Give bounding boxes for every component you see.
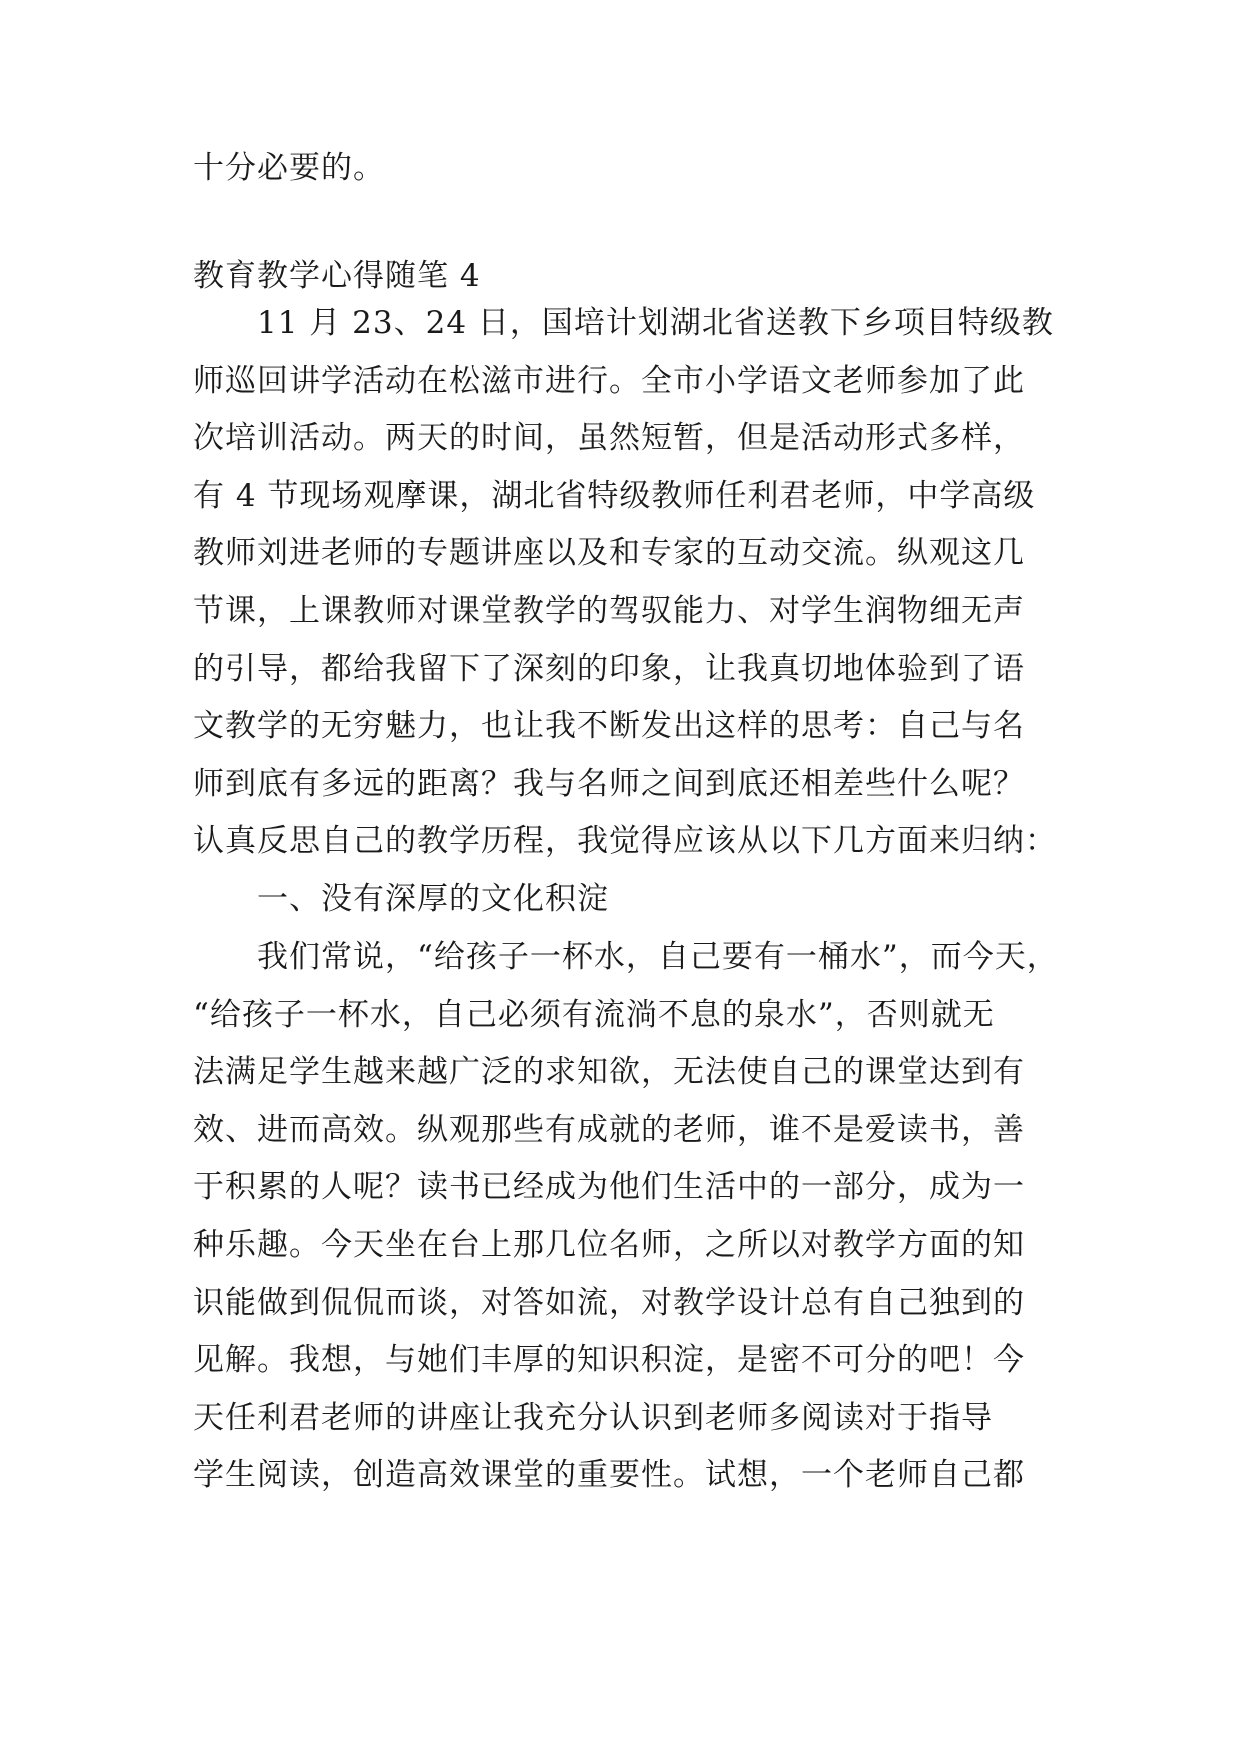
paragraph-line: 学生阅读，创造高效课堂的重要性。试想，一个老师自己都 xyxy=(193,1457,1025,1494)
paragraph-line: 次培训活动。两天的时间，虽然短暂，但是活动形式多样， xyxy=(193,420,1025,457)
paragraph-line: 种乐趣。今天坐在台上那几位名师，之所以对教学方面的知 xyxy=(193,1226,1025,1263)
paragraph-line: 节课，上课教师对课堂教学的驾驭能力、对学生润物细无声 xyxy=(193,592,1025,629)
continuation-line: 十分必要的。 xyxy=(193,150,385,186)
paragraph-line: “给孩子一杯水，自己必须有流淌不息的泉水”，否则就无 xyxy=(193,996,995,1033)
paragraph-line: 师到底有多远的距离？我与名师之间到底还相差些什么呢？ xyxy=(193,765,1025,802)
paragraph-2 xyxy=(193,929,1059,1505)
paragraph-line: 识能做到侃侃而谈，对答如流，对教学设计总有自己独到的 xyxy=(193,1284,1025,1321)
continuation-text-block xyxy=(193,140,1053,198)
paragraph-line: 见解。我想，与她们丰厚的知识积淀，是密不可分的吧！今 xyxy=(193,1342,1025,1379)
paragraph-line: 的引导，都给我留下了深刻的印象，让我真切地体验到了语 xyxy=(193,650,1025,687)
paragraph-line: 效、进而高效。纵观那些有成就的老师，谁不是爱读书，善 xyxy=(193,1111,1025,1148)
paragraph-line: 文教学的无穷魅力，也让我不断发出这样的思考：自己与名 xyxy=(193,708,1025,745)
subheading-1: 一、没有深厚的文化积淀 xyxy=(257,880,609,917)
paragraph-line: 天任利君老师的讲座让我充分认识到老师多阅读对于指导 xyxy=(193,1399,993,1436)
paragraph-line: 认真反思自己的教学历程，我觉得应该从以下几方面来归纳： xyxy=(193,823,1057,860)
paragraph-line: 11 月 23、24 日，国培计划湖北省送教下乡项目特级教 xyxy=(257,305,1054,341)
section-title: 教育教学心得随笔 4 xyxy=(193,258,481,294)
paragraph-line: 有 4 节现场观摩课，湖北省特级教师任利君老师，中学高级 xyxy=(193,477,1036,514)
paragraph-1 xyxy=(193,295,1057,929)
paragraph-line: 法满足学生越来越广泛的求知欲，无法使自己的课堂达到有 xyxy=(193,1054,1025,1091)
paragraph-line: 我们常说，“给孩子一杯水，自己要有一桶水”，而今天， xyxy=(257,939,1059,975)
paragraph-line: 教师刘进老师的专题讲座以及和专家的互动交流。纵观这几 xyxy=(193,535,1025,572)
paragraph-line: 师巡回讲学活动在松滋市进行。全市小学语文老师参加了此 xyxy=(193,362,1025,399)
paragraph-line: 于积累的人呢？读书已经成为他们生活中的一部分，成为一 xyxy=(193,1169,1025,1206)
